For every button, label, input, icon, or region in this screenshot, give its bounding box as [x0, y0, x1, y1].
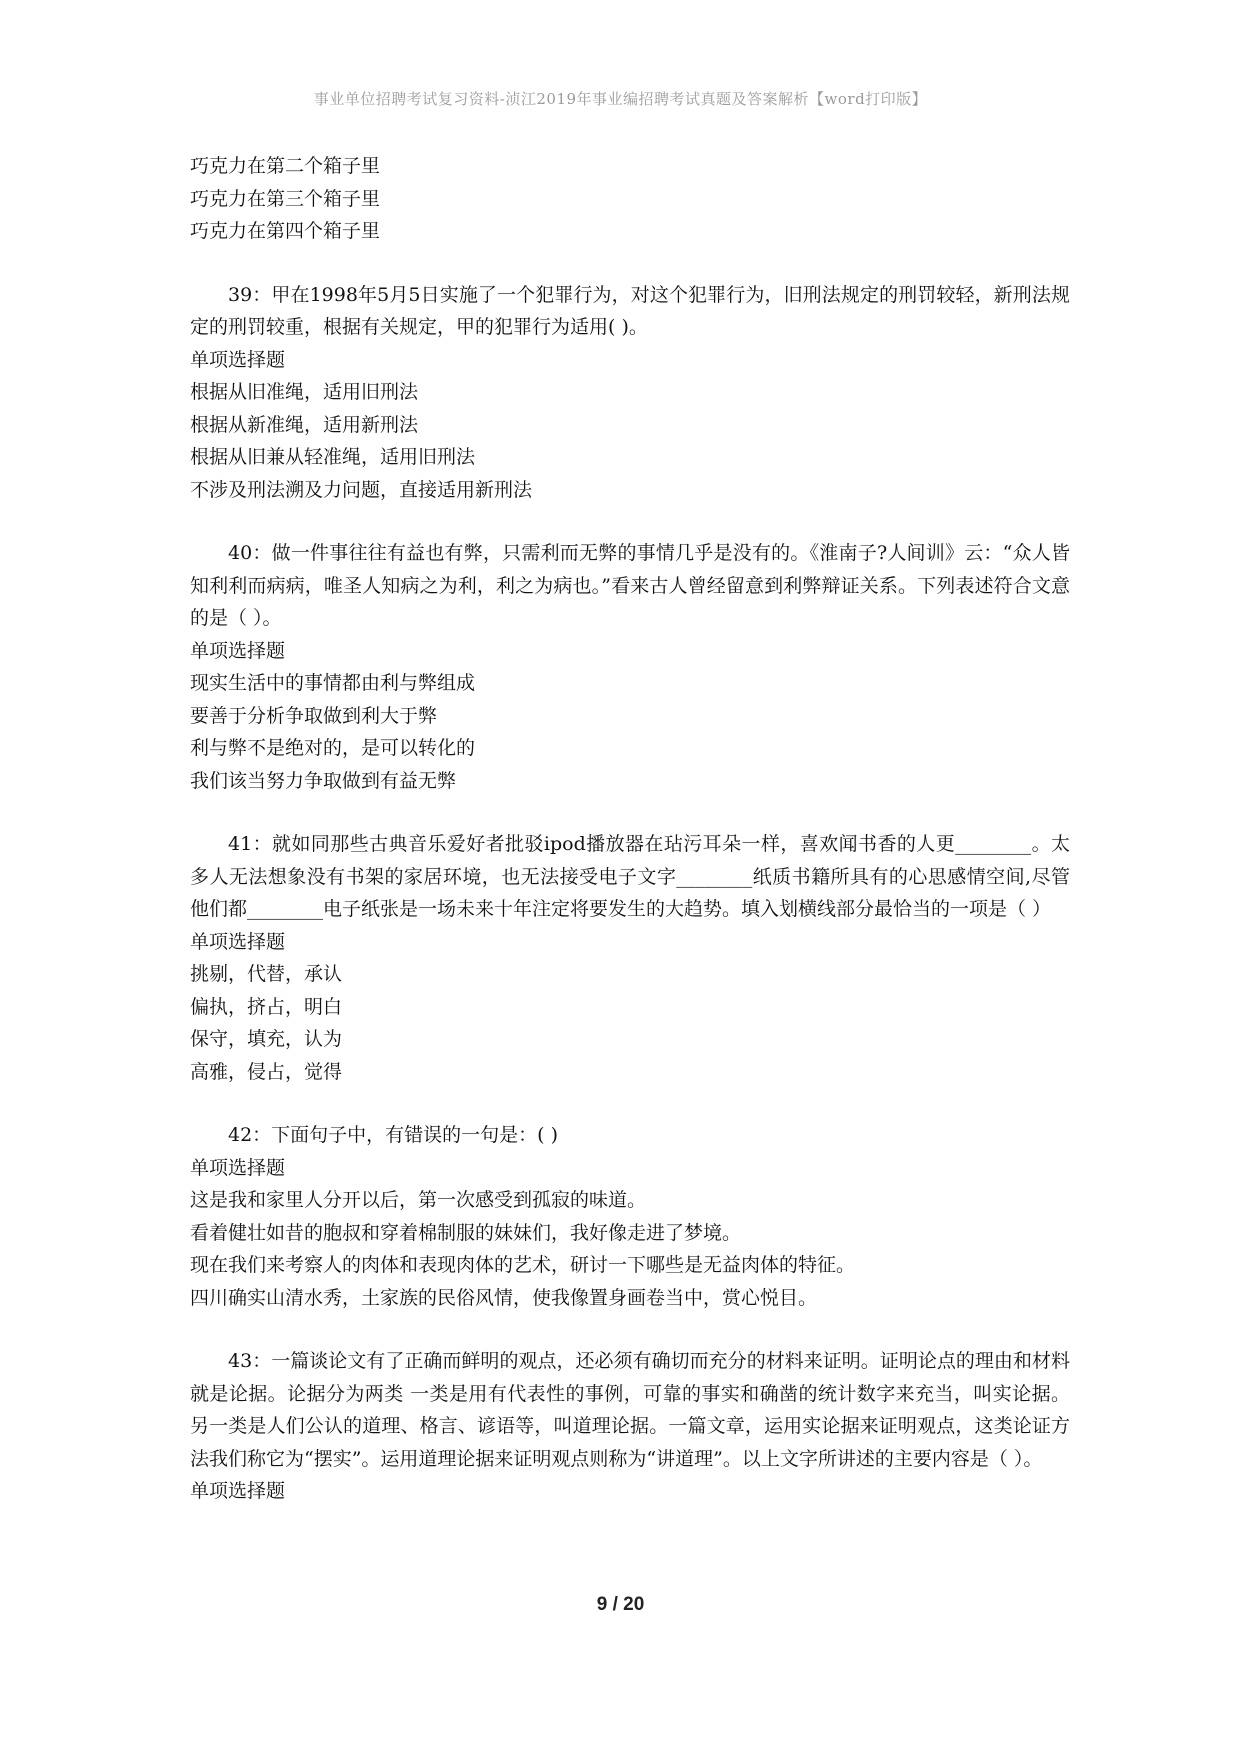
- option-line: 巧克力在第二个箱子里: [190, 155, 381, 177]
- option-line: 四川确实山清水秀，土家族的民俗风情，使我像置身画卷当中，赏心悦目。: [190, 1286, 818, 1309]
- option-line: 根据从旧准绳，适用旧刑法: [190, 381, 419, 403]
- option-line: 要善于分析争取做到利大于弊: [190, 704, 438, 727]
- page-number: 9 / 20: [596, 1594, 645, 1615]
- question-stem: 41：就如同那些古典音乐爱好者批驳ipod播放器在玷污耳朵一样，喜欢闻书香的人更________。太多人无法想象没有书架的家居环境，也无法接受电子文字________纸质书籍所具有的心思感情空间,尽管他们都________电子纸张是一场未来十年注定将要发生的大趋势。填入划横线部分最恰当的一项是（ ）: [190, 833, 1070, 920]
- option-line: 不涉及刑法溯及力问题，直接适用新刑法: [190, 478, 533, 501]
- option-line: 高雅，侵占，觉得: [190, 1060, 343, 1083]
- question-type: 单项选择题: [190, 348, 286, 371]
- question-43: [190, 1345, 1070, 1508]
- option-line: 巧克力在第三个箱子里: [190, 187, 381, 210]
- option-line: 保守，填充，认为: [190, 1028, 343, 1050]
- question-type: 单项选择题: [190, 639, 286, 662]
- option-line: 利与弊不是绝对的，是可以转化的: [190, 737, 476, 759]
- option-line: 看着健壮如昔的胞叔和穿着棉制服的妹妹们，我好像走进了梦境。: [190, 1221, 742, 1244]
- option-line: 巧克力在第四个箱子里: [190, 220, 381, 242]
- option-line: 现实生活中的事情都由利与弊组成: [190, 672, 476, 694]
- question-stem: 40：做一件事往往有益也有弊，只需利而无弊的事情几乎是没有的。《淮南子?人间训》云：“众人皆知利利而病病，唯圣人知病之为利，利之为病也。”看来古人曾经留意到利弊辩证关系。下列表述符合文意的是（ ）。: [190, 542, 1070, 629]
- question-42: [190, 1119, 1070, 1314]
- question-type: 单项选择题: [190, 1156, 286, 1179]
- question-type: 单项选择题: [190, 1480, 286, 1502]
- option-line: 根据从旧兼从轻准绳，适用旧刑法: [190, 446, 476, 468]
- question-40: [190, 537, 1070, 797]
- question-39: [190, 279, 1070, 507]
- page-header: 事业单位招聘考试复习资料-浈江2019年事业编招聘考试真题及答案解析【word打印版】: [313, 90, 928, 108]
- document-body: [190, 150, 1070, 1508]
- question-stem: 43：一篇谈论文有了正确而鲜明的观点，还必须有确切而充分的材料来证明。证明论点的理由和材料就是论据。论据分为两类 一类是用有代表性的事例，可靠的事实和确凿的统计数字来充当，叫实论据。另一类是人们公认的道理、格言、谚语等，叫道理论据。一篇文章，运用实论据来证明观点，这类论证方法我们称它为“摆实”。运用道理论据来证明观点则称为“讲道理”。以上文字所讲述的主要内容是（ ）。: [190, 1350, 1070, 1470]
- option-line: 偏执，挤占，明白: [190, 995, 343, 1018]
- option-line: 我们该当努力争取做到有益无弊: [190, 769, 457, 792]
- question-41: [190, 828, 1070, 1088]
- question-type: 单项选择题: [190, 930, 286, 953]
- option-line: 挑剔，代替，承认: [190, 963, 343, 985]
- option-line: 这是我和家里人分开以后，第一次感受到孤寂的味道。: [190, 1189, 647, 1211]
- question-stem: 42：下面句子中，有错误的一句是：( ): [228, 1124, 559, 1146]
- question-stem: 39：甲在1998年5月5日实施了一个犯罪行为，对这个犯罪行为，旧刑法规定的刑罚较轻，新刑法规定的刑罚较重，根据有关规定，甲的犯罪行为适用( )。: [190, 283, 1070, 338]
- option-line: 现在我们来考察人的肉体和表现肉体的艺术，研讨一下哪些是无益肉体的特征。: [190, 1254, 856, 1276]
- option-line: 根据从新准绳，适用新刑法: [190, 413, 419, 436]
